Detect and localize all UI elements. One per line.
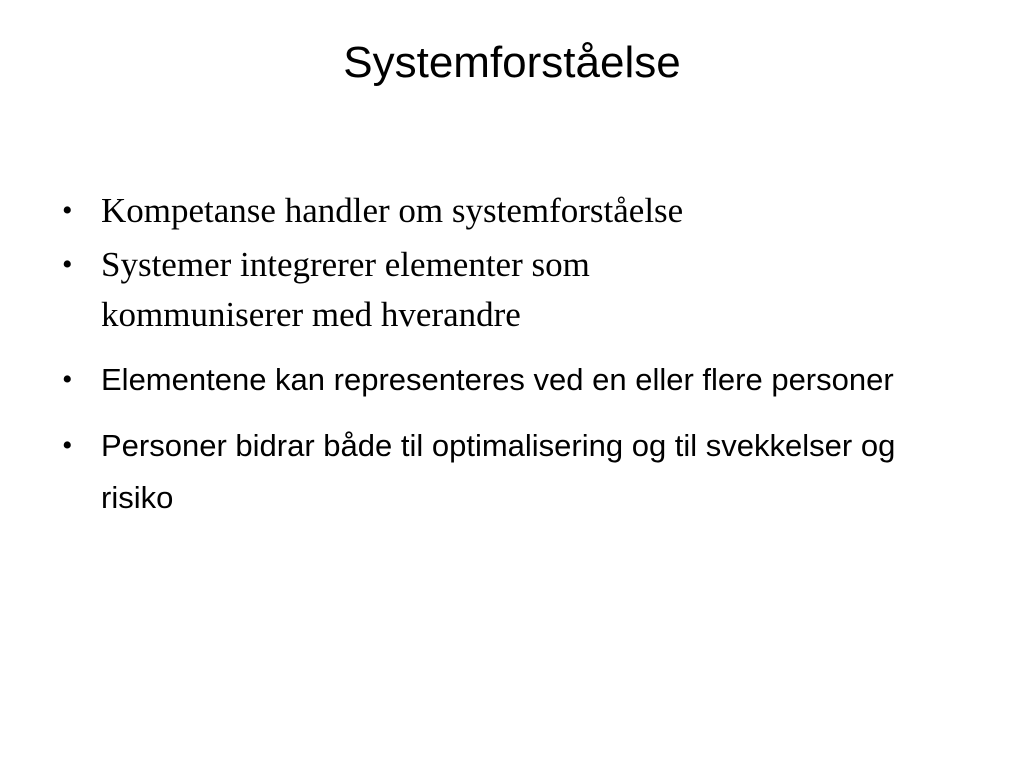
bullet-text: Systemer integrerer elementer som kommuniserer med hverandre <box>101 245 590 334</box>
bullet-dot-icon: • <box>62 429 73 462</box>
bullet-list <box>62 186 962 524</box>
bullet-item <box>62 420 961 524</box>
slide-title: Systemforståelse <box>343 38 681 87</box>
bullet-item <box>62 186 962 236</box>
bullet-dot-icon: • <box>62 248 73 281</box>
bullet-text: Personer bidrar både til optimalisering og til svekkelser og risiko <box>101 428 896 515</box>
bullet-dot-icon: • <box>62 363 73 396</box>
bullet-dot-icon: • <box>62 194 73 227</box>
bullet-text: Elementene kan representeres ved en eller flere personer <box>101 362 894 397</box>
bullet-item <box>62 354 931 406</box>
bullet-text: Kompetanse handler om systemforståelse <box>101 191 684 230</box>
bullet-item <box>62 240 781 340</box>
